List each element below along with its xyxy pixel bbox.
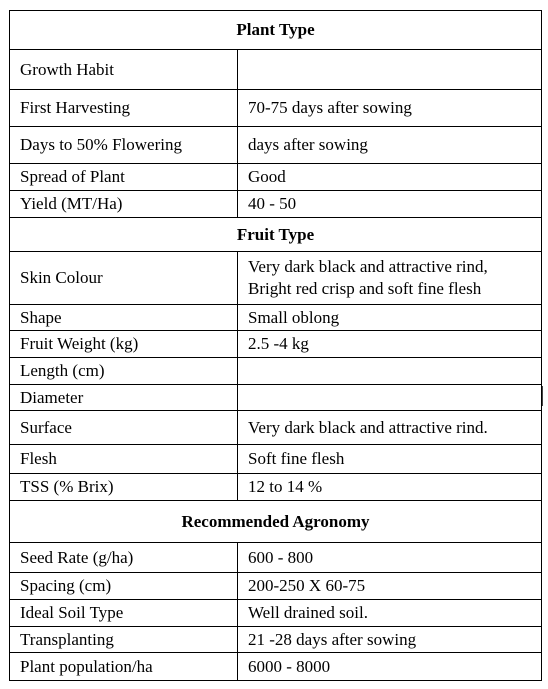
table-row bbox=[10, 474, 542, 501]
table-row bbox=[10, 543, 542, 573]
section-header-row bbox=[10, 218, 542, 252]
row-label: Seed Rate (g/ha) bbox=[10, 543, 238, 573]
row-value: Well drained soil. bbox=[238, 600, 542, 627]
row-label: Length (cm) bbox=[10, 358, 238, 385]
row-value: 6000 - 8000 bbox=[238, 653, 542, 681]
row-value-line: Very dark black and attractive rind, bbox=[248, 257, 488, 276]
table-row bbox=[10, 627, 542, 653]
row-label: Growth Habit bbox=[10, 50, 238, 90]
row-label: Spread of Plant bbox=[10, 164, 238, 191]
row-value: Very dark black and attractive rind. bbox=[238, 411, 542, 445]
table-row bbox=[10, 127, 542, 164]
table-row bbox=[10, 385, 542, 411]
row-value: 12 to 14 % bbox=[238, 474, 542, 501]
row-value bbox=[238, 50, 542, 90]
table-row bbox=[10, 164, 542, 191]
row-label: Skin Colour bbox=[10, 252, 238, 305]
table-row bbox=[10, 305, 542, 331]
row-value: 40 - 50 bbox=[238, 191, 542, 218]
row-label: Surface bbox=[10, 411, 238, 445]
table-row bbox=[10, 90, 542, 127]
row-value: days after sowing bbox=[238, 127, 542, 164]
table-row bbox=[10, 573, 542, 600]
row-value bbox=[238, 252, 542, 305]
table-row bbox=[10, 358, 542, 385]
row-label: Days to 50% Flowering bbox=[10, 127, 238, 164]
row-label: Plant population/ha bbox=[10, 653, 238, 681]
row-value: 200-250 X 60-75 bbox=[238, 573, 542, 600]
row-value-line: Bright red crisp and soft fine flesh bbox=[248, 279, 482, 298]
table-row bbox=[10, 191, 542, 218]
table-row bbox=[10, 50, 542, 90]
row-label: Transplanting bbox=[10, 627, 238, 653]
row-value: 600 - 800 bbox=[238, 543, 542, 573]
table-row bbox=[10, 600, 542, 627]
row-value: 21 -28 days after sowing bbox=[238, 627, 542, 653]
row-value: Small oblong bbox=[238, 305, 542, 331]
row-label: Spacing (cm) bbox=[10, 573, 238, 600]
table-row bbox=[10, 331, 542, 358]
section-header-row bbox=[10, 11, 542, 50]
section-title-fruit-type: Fruit Type bbox=[10, 218, 542, 252]
row-label: Ideal Soil Type bbox=[10, 600, 238, 627]
table-row bbox=[10, 252, 542, 305]
row-label: Diameter bbox=[10, 385, 238, 411]
section-title-plant-type: Plant Type bbox=[10, 11, 542, 50]
row-label: Flesh bbox=[10, 445, 238, 474]
row-value: Soft fine flesh bbox=[238, 445, 542, 474]
crop-spec-table bbox=[9, 10, 542, 681]
row-value bbox=[238, 385, 542, 411]
row-label: Fruit Weight (kg) bbox=[10, 331, 238, 358]
table-row bbox=[10, 445, 542, 474]
table-row bbox=[10, 411, 542, 445]
row-value bbox=[238, 358, 542, 385]
row-value: Good bbox=[238, 164, 542, 191]
row-label: TSS (% Brix) bbox=[10, 474, 238, 501]
row-label: Shape bbox=[10, 305, 238, 331]
row-value: 2.5 -4 kg bbox=[238, 331, 542, 358]
section-title-agronomy: Recommended Agronomy bbox=[10, 501, 542, 543]
table-row bbox=[10, 653, 542, 681]
row-label: First Harvesting bbox=[10, 90, 238, 127]
text-cursor-mark bbox=[542, 386, 543, 406]
row-label: Yield (MT/Ha) bbox=[10, 191, 238, 218]
section-header-row bbox=[10, 501, 542, 543]
row-value: 70-75 days after sowing bbox=[238, 90, 542, 127]
